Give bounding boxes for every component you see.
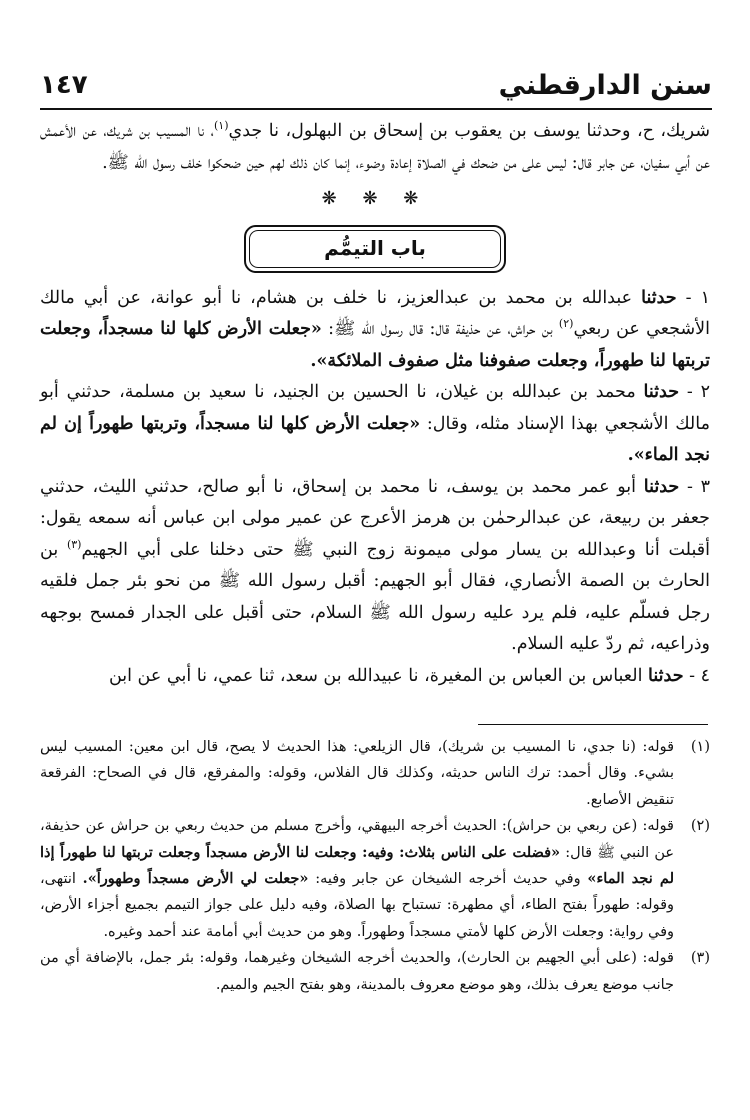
hadith-number: ٢ - xyxy=(686,382,710,402)
hadith-matn: «جعلت الأرض كلها لنا مسجداً، وجعلت تربتها لنا طهوراً، وجعلت صفوفنا مثل صفوف الملائكة». xyxy=(40,319,710,371)
footnote-ref: (١) xyxy=(214,119,229,133)
footnote-number: (٢) xyxy=(690,818,710,835)
hadith-2 xyxy=(40,377,710,472)
text-run: العباس بن العباس بن المغيرة، نا عبيدالله بن سعد، ثنا عمي، نا أبي عن ابن xyxy=(108,665,643,686)
footnote-text: قوله: (نا جدي، نا المسيب بن شريك)، قال الزيلعي: هذا الحديث لا يصح، قال ابن معين: المسيب ليس بشيء. وقال أحمد: ترك الناس حديثه، وكذلك قال الفلاس، وقوله: والمفرقع، قال في الصحاح: الفرقعة تنقيض الأصابع. xyxy=(40,739,674,808)
quoted-hadith: «فضلت على الناس بثلاث: وفيه: وجعلت لنا الأرض مسجداً وجعلت تربتها لنا طهوراً إذا لم نجد الماء» xyxy=(40,843,674,888)
chapter-title: باب التيمُّم xyxy=(324,235,426,260)
hadith-number: ٤ - xyxy=(689,665,710,686)
text-run: انتهى، وقوله: طهوراً بفتح الطاء، أي مطهرة: تستباح بها الصلاة، وفيه دليل على جواز التيمم بجميع أجزاء الأرض، وفي رواية: وجعلت الأرض كلها لأمتي مسجداً وطهوراً. وهو من حديث أبي أمامة عند أحمد وغيره. xyxy=(40,871,674,940)
footnote-3 xyxy=(40,945,710,998)
hadith-lead: حدثنا xyxy=(648,665,684,686)
page-header xyxy=(40,68,712,110)
footnote-divider xyxy=(478,724,708,725)
text-run: شريك، ح، وحدثنا يوسف بن يعقوب بن إسحاق بن البهلول، نا جدي xyxy=(228,121,710,141)
hadith-matn: «جعلت الأرض كلها لنا مسجداً، وتربتها طهوراً إن لم نجد الماء». xyxy=(40,413,710,465)
hadith-1 xyxy=(40,283,710,378)
main-text xyxy=(40,116,710,692)
section-separator: ❋ ❋ ❋ xyxy=(321,188,429,209)
text-run: عبدالله بن محمد بن عبدالعزيز، نا خلف بن هشام، نا أبو عوانة، عن أبي مالك الأشجعي عن ربعي xyxy=(40,287,710,339)
hadith-3 xyxy=(40,472,710,661)
hadith-number: ١ - xyxy=(685,287,710,308)
text-run: محمد بن عبدالله بن غيلان، نا الحسين بن الجنيد، نا سعيد بن مسلمة، حدثني أبو مالك الأشجعي بهذا الإسناد مثله، وقال: xyxy=(40,382,710,434)
hadith-lead: حدثنا xyxy=(641,287,677,308)
text-run: ، نا المسيب بن شريك، عن الأعمش عن أبي سفيان، عن جابر قال: ليس على من ضحك في الصلاة إعادة وضوء، إنما كان ذلك لهم حين ضحكوا خلف رسول الله ﷺ. xyxy=(40,121,710,173)
text-run: قوله: (عن ربعي بن حراش): الحديث أخرجه البيهقي، وأخرج مسلم من حديث ربعي بن حراش عن حذيفة، عن النبي ﷺ قال: xyxy=(40,818,675,861)
chapter-heading-box xyxy=(244,225,506,273)
text-run: بن حراش، عن حذيفة قال: قال رسول الله ﷺ: xyxy=(328,319,553,339)
text-run: بن الحارث بن الصمة الأنصاري، فقال أبو الجهيم: أقبل رسول الله ﷺ من نحو بئر جمل فلقيه رجل فسلّم عليه، فلم يرد عليه رسول الله ﷺ السلام، حتى أقبل على الجدار فمسح بوجهه وذراعيه، ثم ردّ عليه السلام. xyxy=(40,539,710,654)
footnote-number: (٣) xyxy=(690,950,710,967)
hadith-number: ٣ - xyxy=(686,476,710,497)
footnote-ref: (٣) xyxy=(66,537,82,551)
running-title: سنن الدارقطني xyxy=(498,70,712,101)
hadith-4 xyxy=(40,661,710,693)
footnote-text: قوله: (على أبي الجهيم بن الحارث)، والحديث أخرجه الشيخان وغيرهما، وقوله: بئر جمل، بالإضافة أي من جانب موضع يعرف بذلك، وهو موضع معروف بالمدينة، وهو بفتح الجيم والميم. xyxy=(40,950,674,993)
footnote-1 xyxy=(40,734,710,813)
footnotes xyxy=(40,734,710,998)
hadith-lead: حدثنا xyxy=(643,476,680,497)
text-run: أبو عمر محمد بن يوسف، نا محمد بن إسحاق، نا أبو صالح، حدثني الليث، حدثني جعفر بن ربيعة، عن عبدالرحمٰن بن هرمز الأعرج عن عمير مولى ابن عباس أنه سمعه يقول: أقبلت أنا وعبدالله بن يسار مولى ميمونة زوج النبي ﷺ حتى دخلنا على أبي الجهيم xyxy=(40,476,710,560)
footnote-ref: (٢) xyxy=(558,317,574,331)
footnote-2 xyxy=(40,813,710,945)
footnote-text xyxy=(40,813,674,945)
footnote-number: (١) xyxy=(690,739,710,755)
hadith-lead: حدثنا xyxy=(643,382,680,402)
page-number: ١٤٧ xyxy=(40,70,88,100)
quoted-hadith: «جعلت لي الأرض مسجداً وطهوراً». xyxy=(82,870,309,888)
continuation-paragraph xyxy=(40,116,710,179)
text-run: وفي حديث أخرجه الشيخان عن جابر وفيه: xyxy=(315,871,581,888)
